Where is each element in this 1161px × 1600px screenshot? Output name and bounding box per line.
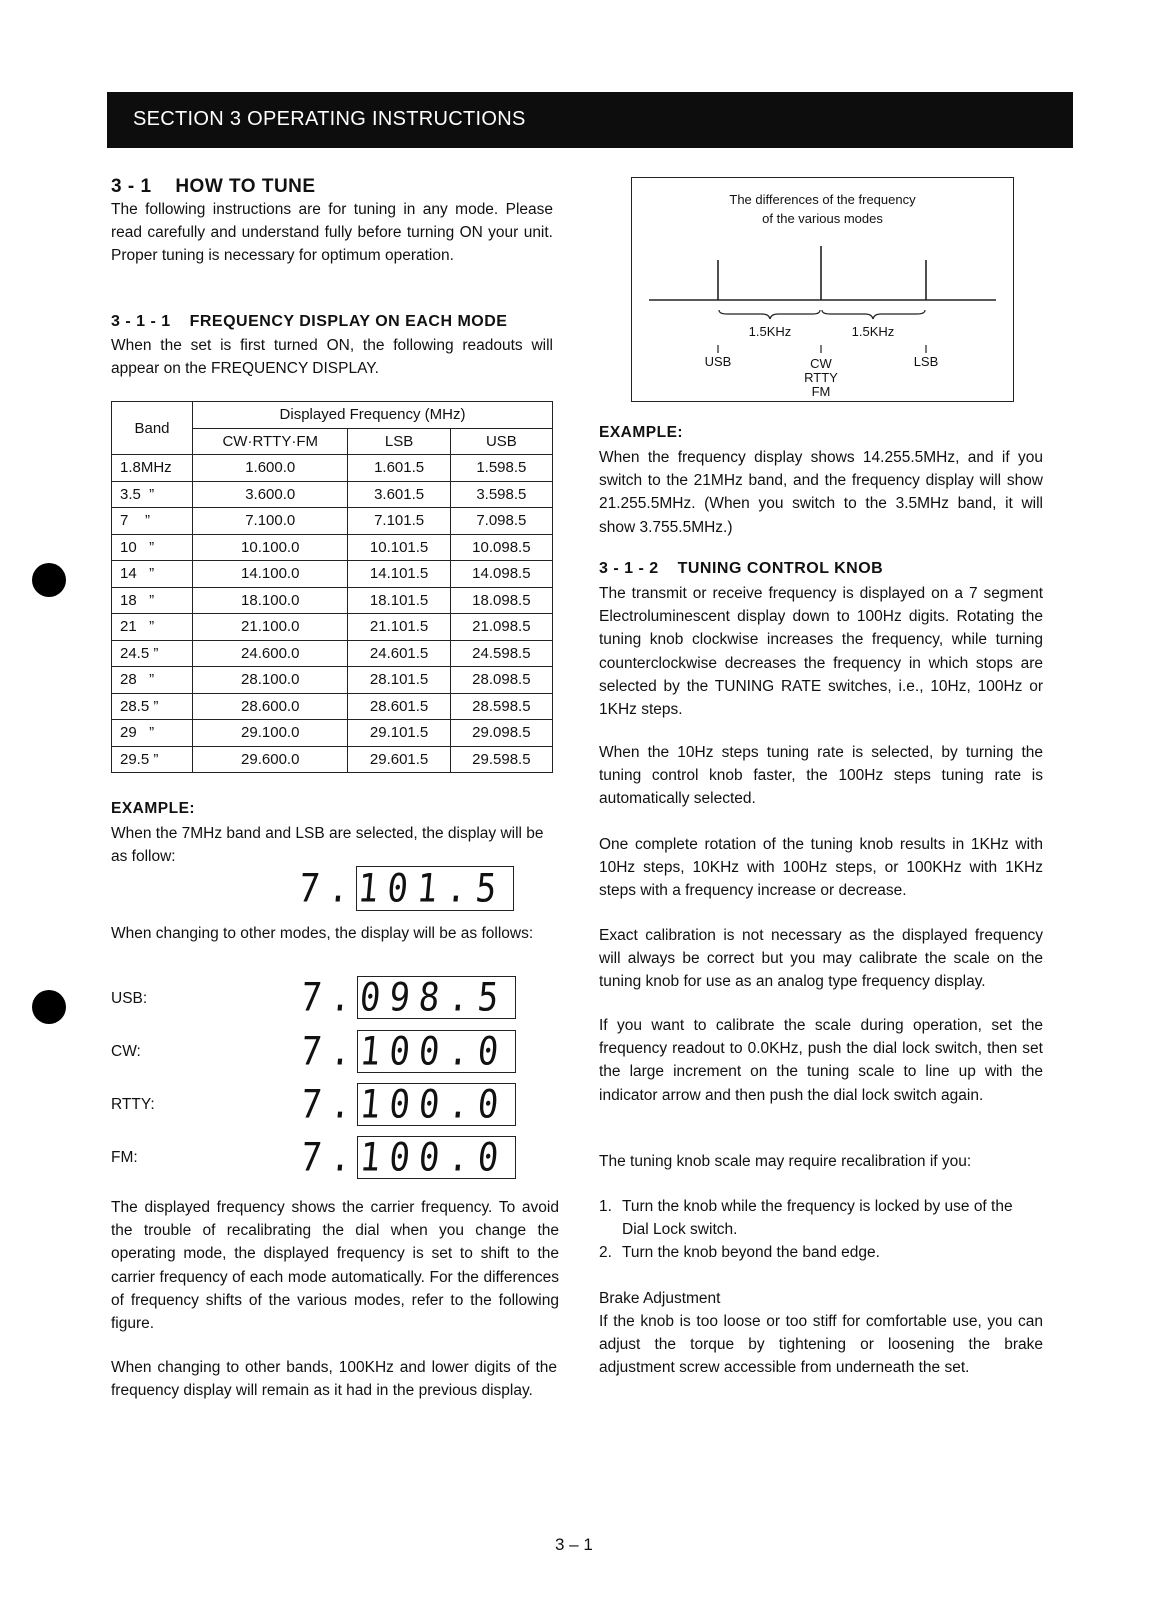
mode-label-fm: FM:: [111, 1149, 138, 1166]
example-1-label: EXAMPLE:: [111, 800, 196, 817]
band-cell: 18 ”: [112, 587, 193, 614]
frequency-table-body: [112, 455, 553, 773]
frequency-cell: 18.100.0: [193, 587, 348, 614]
frequency-cell: 18.101.5: [348, 587, 450, 614]
brake-adjustment-text: If the knob is too loose or too stiff for comfortable use, you can adjust the torque by tightening or loosening the brake adjustment screw accessible from underneath the set.: [599, 1313, 1043, 1377]
frequency-cell: 29.600.0: [193, 746, 348, 773]
example-2-text: When the frequency display shows 14.255.5MHz, and if you switch to the 21MHz band, and the frequency display will show 21.255.5MHz. (When you switch to the 3.5MHz band, it will show 3.755.5MHz.): [599, 449, 1043, 536]
binder-hole-top: [32, 563, 66, 597]
frequency-cell: 21.101.5: [348, 614, 450, 641]
example-1-text: When the 7MHz band and LSB are selected, the display will be as follow:: [111, 825, 544, 866]
lsb-mode-label: LSB: [913, 354, 939, 369]
binder-hole-bottom: [32, 990, 66, 1024]
usb-display-readout: [298, 974, 516, 1021]
tuning-paragraph-2: When the 10Hz steps tuning rate is selected, by turning the tuning control knob faster, the 100Hz steps tuning rate is automatically selected.: [599, 744, 1043, 808]
mode-label-usb: USB:: [111, 990, 148, 1007]
tuning-paragraph-1: The transmit or receive frequency is displayed on a 7 segment Electroluminescent display down to 100Hz digits. Rotating the tuning knob clockwise increases the frequency, while turning counterclockwise decreases the frequency in which stops are selected by the TUNING RATE switches, i.e., 10Hz, 100Hz or 1KHz steps.: [599, 585, 1043, 719]
lsb-display-readout: [296, 865, 514, 912]
rtty-mode-label: RTTY: [804, 370, 838, 385]
rtty-display-value: 7.100.0: [298, 1081, 510, 1128]
frequency-cell: 1.598.5: [450, 455, 552, 482]
frequency-cell: 28.101.5: [348, 667, 450, 694]
section-banner: SECTION 3 OPERATING INSTRUCTIONS: [107, 92, 1073, 148]
tuning-paragraph-3: One complete rotation of the tuning knob results in 1KHz with 10Hz steps, 10KHz with 100Hz steps, or 100KHz with 1KHz steps with a frequency increase or decrease.: [599, 836, 1043, 900]
frequency-cell: 1.601.5: [348, 455, 450, 482]
frequency-cell: 28.098.5: [450, 667, 552, 694]
frequency-cell: 28.100.0: [193, 667, 348, 694]
table-row: [112, 667, 553, 694]
frequency-cell: 21.098.5: [450, 614, 552, 641]
table-row: [112, 720, 553, 747]
heading-3-1-2-number: 3 - 1 - 2: [599, 560, 659, 577]
intro-paragraph: The following instructions are for tuning in any mode. Please read carefully and understand fully before turning ON your unit. Proper tuning is necessary for optimum operation.: [111, 201, 553, 265]
frequency-cell: 14.100.0: [193, 561, 348, 588]
band-cell: 21 ”: [112, 614, 193, 641]
tuning-paragraph-6: The tuning knob scale may require recalibration if you:: [599, 1153, 972, 1170]
frequency-cell: 24.598.5: [450, 640, 552, 667]
frequency-cell: 28.600.0: [193, 693, 348, 720]
table-row: [112, 481, 553, 508]
heading-3-1-number: 3 - 1: [111, 176, 152, 197]
modes-intro: When changing to other modes, the display will be as follows:: [111, 925, 534, 942]
heading-3-1: [111, 176, 316, 198]
band-cell: 3.5 ”: [112, 481, 193, 508]
carrier-frequency-paragraph: The displayed frequency shows the carrier frequency. To avoid the trouble of recalibrating the dial when you change the operating mode, the displayed frequency is set to shift to the carrier frequency of each mode automatically. For the differences of frequency shifts of the various modes, refer to the following figure.: [111, 1199, 559, 1333]
band-cell: 14 ”: [112, 561, 193, 588]
right-offset-brace: [822, 310, 925, 319]
rtty-display-readout: [298, 1081, 516, 1128]
frequency-cell: 29.101.5: [348, 720, 450, 747]
heading-3-1-title: HOW TO TUNE: [175, 176, 316, 197]
frequency-cell: 14.101.5: [348, 561, 450, 588]
frequency-cell: 7.098.5: [450, 508, 552, 535]
table-row: [112, 508, 553, 535]
usb-display-value: 7.098.5: [298, 974, 510, 1021]
frequency-cell: 28.598.5: [450, 693, 552, 720]
right-offset-label: 1.5KHz: [851, 324, 895, 339]
col-header-lsb: LSB: [348, 428, 450, 455]
table-row: [112, 561, 553, 588]
band-cell: 7 ”: [112, 508, 193, 535]
frequency-cell: 24.600.0: [193, 640, 348, 667]
frequency-cell: 28.601.5: [348, 693, 450, 720]
recalibration-item-1: [599, 1195, 1043, 1241]
band-cell: 29.5 ”: [112, 746, 193, 773]
heading-3-1-1: [111, 313, 507, 331]
cw-mode-label: CW: [810, 356, 832, 371]
figure-title-line-2: of the various modes: [762, 211, 883, 226]
frequency-cell: 24.601.5: [348, 640, 450, 667]
frequency-cell: 29.598.5: [450, 746, 552, 773]
band-cell: 10 ”: [112, 534, 193, 561]
recalibration-item-2-text: Turn the knob beyond the band edge.: [622, 1244, 880, 1261]
tuning-paragraph-4: Exact calibration is not necessary as the displayed frequency will always be correct but you may calibrate the scale on the tuning knob for use as an analog type frequency display.: [599, 927, 1043, 991]
table-row: [112, 534, 553, 561]
recalibration-item-2-num: 2.: [599, 1244, 612, 1261]
left-offset-label: 1.5KHz: [748, 324, 792, 339]
frequency-cell: 3.600.0: [193, 481, 348, 508]
col-header-cw-rtty-fm: CW·RTTY·FM: [193, 428, 348, 455]
usb-mode-label: USB: [704, 354, 732, 369]
frequency-table: [111, 401, 553, 773]
band-cell: 28 ”: [112, 667, 193, 694]
left-offset-brace: [719, 310, 820, 319]
recalibration-item-2: [599, 1241, 1043, 1264]
band-change-paragraph: When changing to other bands, 100KHz and lower digits of the frequency display will remain as it had in the previous display.: [111, 1359, 557, 1400]
fm-display-readout: [298, 1134, 516, 1181]
figure-title-line-1: The differences of the frequency: [729, 192, 916, 207]
frequency-cell: 21.100.0: [193, 614, 348, 641]
mode-label-rtty: RTTY:: [111, 1096, 155, 1113]
table-row: [112, 746, 553, 773]
heading-3-1-1-title: FREQUENCY DISPLAY ON EACH MODE: [189, 313, 508, 330]
table-row: [112, 693, 553, 720]
heading-3-1-2: [599, 560, 883, 578]
frequency-display-intro: When the set is first turned ON, the following readouts will appear on the FREQUENCY DISPLAY.: [111, 337, 553, 378]
frequency-cell: 29.100.0: [193, 720, 348, 747]
col-header-usb: USB: [450, 428, 552, 455]
frequency-cell: 7.101.5: [348, 508, 450, 535]
tuning-paragraph-5: If you want to calibrate the scale during operation, set the frequency readout to 0.0KHz, push the dial lock switch, then set the large increment on the tuning scale to line up with the indicator arrow and then push the dial lock switch again.: [599, 1017, 1043, 1104]
frequency-cell: 10.098.5: [450, 534, 552, 561]
frequency-cell: 10.100.0: [193, 534, 348, 561]
band-header: Band: [112, 402, 193, 455]
frequency-cell: 1.600.0: [193, 455, 348, 482]
frequency-cell: 29.601.5: [348, 746, 450, 773]
example-2-label: EXAMPLE:: [599, 424, 684, 441]
fm-mode-label: FM: [811, 384, 831, 399]
frequency-cell: 14.098.5: [450, 561, 552, 588]
band-cell: 28.5 ”: [112, 693, 193, 720]
frequency-cell: 3.598.5: [450, 481, 552, 508]
band-cell: 24.5 ”: [112, 640, 193, 667]
band-cell: 1.8MHz: [112, 455, 193, 482]
recalibration-item-1-text: Turn the knob while the frequency is locked by use of the Dial Lock switch.: [622, 1198, 1013, 1239]
frequency-cell: 3.601.5: [348, 481, 450, 508]
mode-offset-figure: [631, 177, 1014, 402]
table-row: [112, 455, 553, 482]
table-row: [112, 640, 553, 667]
frequency-cell: 29.098.5: [450, 720, 552, 747]
table-row: [112, 614, 553, 641]
band-cell: 29 ”: [112, 720, 193, 747]
recalibration-item-1-num: 1.: [599, 1198, 612, 1215]
displayed-frequency-header: Displayed Frequency (MHz): [193, 402, 553, 429]
heading-3-1-1-number: 3 - 1 - 1: [111, 313, 171, 330]
heading-3-1-2-title: TUNING CONTROL KNOB: [677, 560, 884, 577]
frequency-cell: 7.100.0: [193, 508, 348, 535]
page-number: 3 – 1: [555, 1535, 593, 1554]
mode-label-cw: CW:: [111, 1043, 141, 1060]
cw-display-readout: [298, 1028, 516, 1075]
brake-adjustment-title: Brake Adjustment: [599, 1290, 721, 1307]
fm-display-value: 7.100.0: [298, 1134, 510, 1181]
lsb-display-value: 7.101.5: [296, 865, 508, 912]
table-row: [112, 587, 553, 614]
frequency-cell: 18.098.5: [450, 587, 552, 614]
cw-display-value: 7.100.0: [298, 1028, 510, 1075]
frequency-cell: 10.101.5: [348, 534, 450, 561]
